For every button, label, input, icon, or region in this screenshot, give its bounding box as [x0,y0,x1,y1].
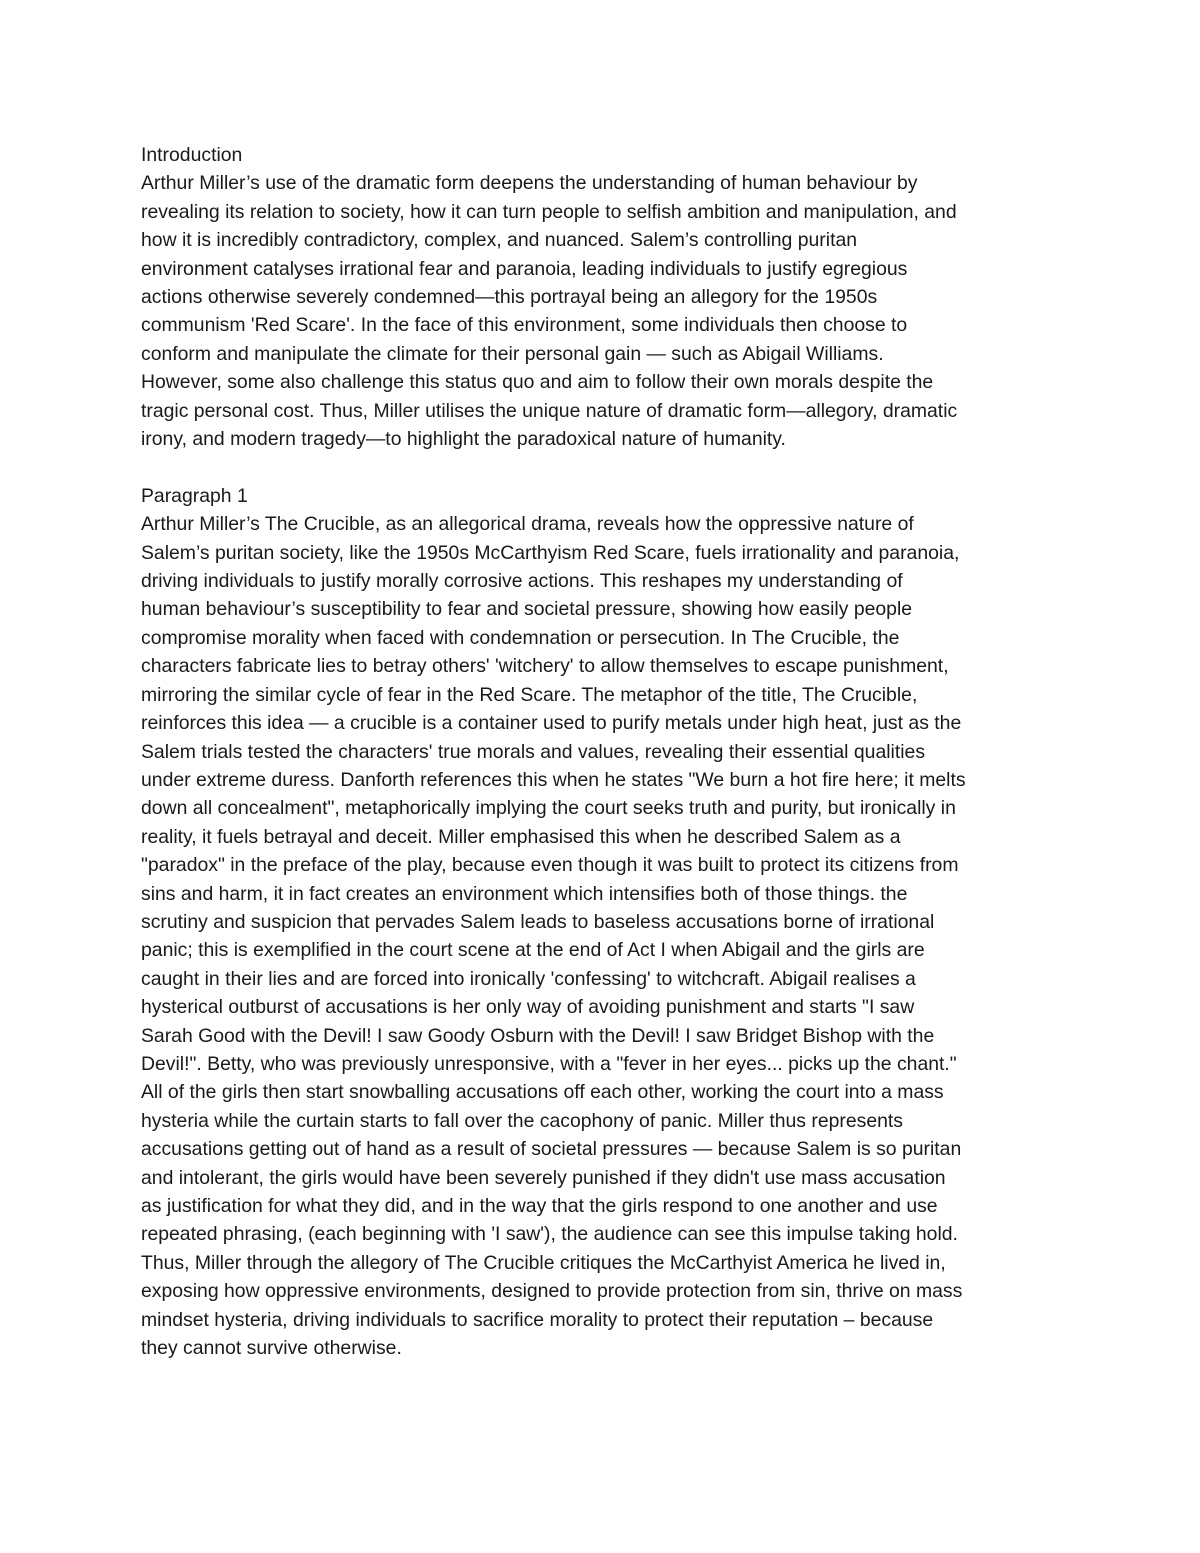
body-line: Sarah Good with the Devil! I saw Goody Osburn with the Devil! I saw Bridget Bishop with the [141,1024,935,1047]
body-line: hysterical outburst of accusations is her only way of avoiding punishment and starts "I saw [141,996,915,1019]
body-line: characters fabricate lies to betray others' 'witchery' to allow themselves to escape punishment, [141,655,949,678]
body-line: accusations getting out of hand as a result of societal pressures — because Salem is so puritan [141,1138,962,1161]
body-line: Salem’s puritan society, like the 1950s McCarthyism Red Scare, fuels irrationality and paranoia, [141,541,960,564]
body-line: All of the girls then start snowballing accusations off each other, working the court into a mass [141,1081,944,1104]
body-line: environment catalyses irrational fear and paranoia, leading individuals to justify egregious [141,257,908,280]
body-line: they cannot survive otherwise. [141,1337,402,1360]
body-line: reinforces this idea — a crucible is a container used to purify metals under high heat, just as the [141,712,962,735]
body-line: caught in their lies and are forced into ironically 'confessing' to witchcraft. Abigail realises a [141,967,916,990]
section-heading: Paragraph 1 [141,484,248,507]
body-line: human behaviour’s susceptibility to fear and societal pressure, showing how easily people [141,598,913,621]
body-line: conform and manipulate the climate for their personal gain — such as Abigail Williams. [141,342,884,365]
body-line: down all concealment", metaphorically implying the court seeks truth and purity, but ironically in [141,797,956,820]
body-line: sins and harm, it in fact creates an environment which intensifies both of those things. the [141,882,908,905]
body-line: Thus, Miller through the allegory of The Crucible critiques the McCarthyist America he lived in, [141,1251,946,1274]
body-line: actions otherwise severely condemned—this portrayal being an allegory for the 1950s [141,286,878,309]
body-line: scrutiny and suspicion that pervades Salem leads to baseless accusations borne of irrational [141,910,935,933]
body-line: and intolerant, the girls would have been severely punished if they didn't use mass accusation [141,1166,946,1189]
body-line: Devil!". Betty, who was previously unresponsive, with a "fever in her eyes... picks up the chant." [141,1052,957,1075]
body-line: driving individuals to justify morally corrosive actions. This reshapes my understanding of [141,570,903,593]
body-line: repeated phrasing, (each beginning with 'I saw'), the audience can see this impulse taking hold. [141,1223,958,1246]
body-line: reality, it fuels betrayal and deceit. Miller emphasised this when he described Salem as a [141,825,901,848]
section-introduction [141,141,1081,453]
body-line: Arthur Miller’s The Crucible, as an allegorical drama, reveals how the oppressive nature of [141,513,914,536]
body-line: mindset hysteria, driving individuals to sacrifice morality to protect their reputation – because [141,1308,934,1331]
body-line: "paradox" in the preface of the play, because even though it was built to protect its citizens from [141,854,959,877]
section-heading: Introduction [141,144,243,166]
body-line: compromise morality when faced with condemnation or persecution. In The Crucible, the [141,626,900,649]
body-line: as justification for what they did, and in the way that the girls respond to one another and use [141,1195,938,1218]
section-paragraph-1 [141,482,1081,1363]
body-line: mirroring the similar cycle of fear in the Red Scare. The metaphor of the title, The Crucible, [141,683,918,706]
body-line: how it is incredibly contradictory, complex, and nuanced. Salem’s controlling puritan [141,229,858,252]
body-line: Salem trials tested the characters' true morals and values, revealing their essential qualities [141,740,926,763]
body-line: However, some also challenge this status quo and aim to follow their own morals despite the [141,371,934,394]
body-line: irony, and modern tragedy—to highlight the paradoxical nature of humanity. [141,428,786,451]
body-line: communism 'Red Scare'. In the face of this environment, some individuals then choose to [141,314,908,337]
body-line: exposing how oppressive environments, designed to provide protection from sin, thrive on mass [141,1280,963,1303]
body-line: hysteria while the curtain starts to fall over the cacophony of panic. Miller thus represents [141,1109,903,1132]
body-line: tragic personal cost. Thus, Miller utilises the unique nature of dramatic form—allegory, dramatic [141,399,958,422]
document-body [141,141,1081,1362]
paragraph-gap [141,453,1081,481]
body-line: revealing its relation to society, how it can turn people to selfish ambition and manipulation, and [141,200,957,223]
body-line: panic; this is exemplified in the court scene at the end of Act I when Abigail and the girls are [141,939,925,962]
body-line: under extreme duress. Danforth references this when he states "We burn a hot fire here; it melts [141,768,966,791]
body-line: Arthur Miller’s use of the dramatic form deepens the understanding of human behaviour by [141,172,918,195]
